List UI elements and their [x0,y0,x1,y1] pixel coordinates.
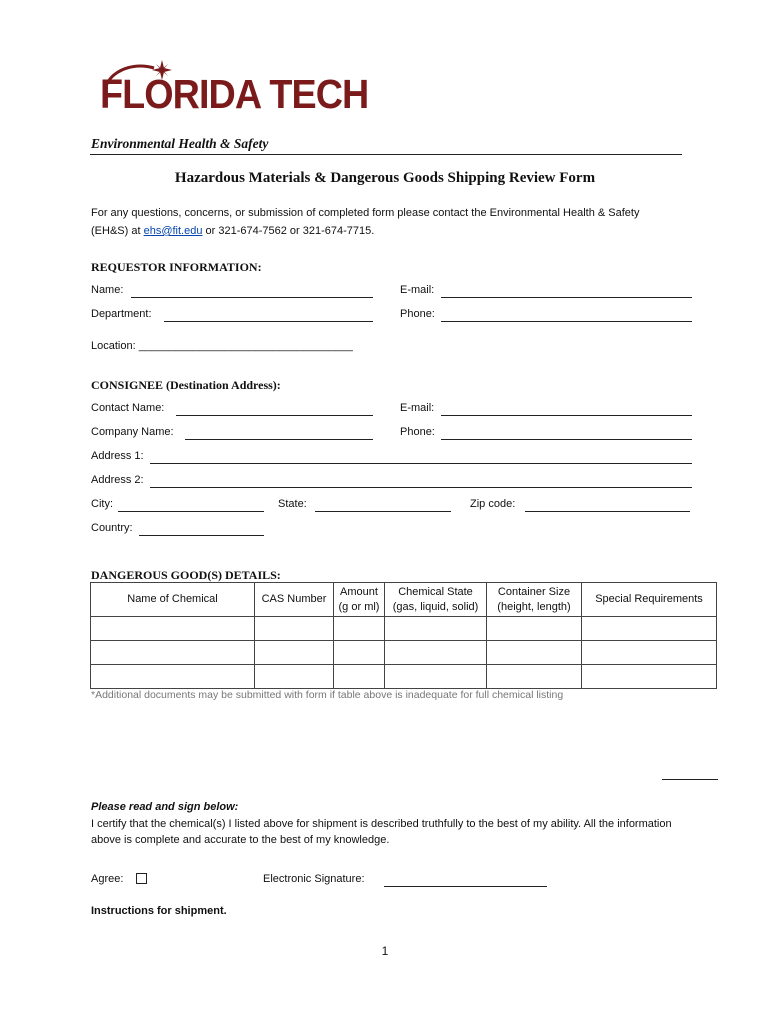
table-cell[interactable] [385,665,487,689]
additional-documents-note: *Additional documents may be submitted with form if table above is inadequate for full chemical listing [91,689,564,701]
table-row [91,617,717,641]
company-name-field[interactable] [185,439,373,440]
page-number: 1 [381,944,389,958]
state-field[interactable] [315,511,451,512]
city-label: City: [91,498,113,510]
department-label: Department: [91,308,152,320]
col-container-line1: Container Size [497,585,571,598]
address2-field[interactable] [150,487,692,488]
location-field[interactable]: Location: ___________________________________ [91,340,353,352]
intro-line2-suffix: or 321-674-7562 or 321-674-7715. [202,225,375,237]
table-row [91,665,717,689]
consignee-email-label: E-mail: [400,402,435,414]
department-subtitle: Environmental Health & Safety [91,136,269,151]
table-cell[interactable] [334,617,385,641]
table-header-row [91,583,717,617]
col-state-line1: Chemical State [398,585,473,598]
table-cell[interactable] [385,641,487,665]
ehs-email-link[interactable]: ehs@fit.edu [143,225,203,237]
table-cell[interactable] [255,665,334,689]
table-cell[interactable] [582,665,717,689]
address1-field[interactable] [150,463,692,464]
form-title: Hazardous Materials & Dangerous Goods Shipping Review Form [174,170,596,186]
table-cell[interactable] [255,617,334,641]
col-amount-line2: (g or ml) [338,600,380,613]
header-divider [90,154,682,155]
consignee-phone-label: Phone: [400,426,435,438]
electronic-signature-field[interactable] [384,886,547,887]
table-cell[interactable] [91,641,255,665]
certification-line2: above is complete and accurate to the best of my knowledge. [91,834,390,846]
table-cell[interactable] [334,641,385,665]
requestor-email-label: E-mail: [400,284,435,296]
table-cell[interactable] [91,665,255,689]
instructions-heading: Instructions for shipment. [91,905,227,917]
country-label: Country: [91,522,133,534]
intro-line1: For any questions, concerns, or submission of completed form please contact the Environmental Health & Safety [91,207,640,219]
col-container-line2: (height, length) [497,600,571,613]
zip-label: Zip code: [470,498,516,510]
department-field[interactable] [164,321,373,322]
requestor-heading: REQUESTOR INFORMATION: [91,260,262,274]
consignee-email-field[interactable] [441,415,692,416]
table-cell[interactable] [487,617,582,641]
zip-field[interactable] [525,511,690,512]
table-cell[interactable] [487,665,582,689]
col-state-line2: (gas, liquid, solid) [392,600,479,613]
col-chemical-state [385,583,487,617]
name-field[interactable] [131,297,373,298]
address2-label: Address 2: [91,474,144,486]
contact-name-field[interactable] [176,415,373,416]
electronic-signature-label: Electronic Signature: [263,873,365,885]
dangerous-goods-table [90,582,717,689]
col-special-requirements: Special Requirements [582,583,717,617]
logo-wordmark: FLORIDA TECH [100,71,369,117]
col-container-size [487,583,582,617]
country-field[interactable] [139,535,264,536]
state-label: State: [278,498,307,510]
certification-text [91,816,731,848]
city-field[interactable] [118,511,264,512]
address1-label: Address 1: [91,450,144,462]
company-name-label: Company Name: [91,426,174,438]
agree-checkbox[interactable] [136,873,147,884]
col-name-of-chemical: Name of Chemical [91,583,255,617]
table-cell[interactable] [334,665,385,689]
intro-paragraph [91,204,691,240]
agree-label: Agree: [91,873,124,885]
table-cell[interactable] [487,641,582,665]
table-cell[interactable] [582,641,717,665]
table-cell[interactable] [91,617,255,641]
contact-name-label: Contact Name: [91,402,165,414]
col-cas-number: CAS Number [255,583,334,617]
requestor-phone-field[interactable] [441,321,692,322]
table-cell[interactable] [582,617,717,641]
intro-line2-prefix: (EH&S) at [91,225,144,237]
table-cell[interactable] [385,617,487,641]
col-amount-line1: Amount [340,585,378,598]
name-label: Name: [91,284,124,296]
table-row [91,641,717,665]
requestor-phone-label: Phone: [400,308,435,320]
col-amount [334,583,385,617]
consignee-heading: CONSIGNEE (Destination Address): [91,378,281,392]
read-and-sign-heading: Please read and sign below: [91,801,239,813]
requestor-email-field[interactable] [441,297,692,298]
table-cell[interactable] [255,641,334,665]
short-divider-line [662,779,718,780]
consignee-phone-field[interactable] [441,439,692,440]
certification-line1: I certify that the chemical(s) I listed above for shipment is described truthfully to the best of my ability. All the information [91,818,672,830]
dangerous-goods-heading: DANGEROUS GOOD(S) DETAILS: [91,568,281,582]
